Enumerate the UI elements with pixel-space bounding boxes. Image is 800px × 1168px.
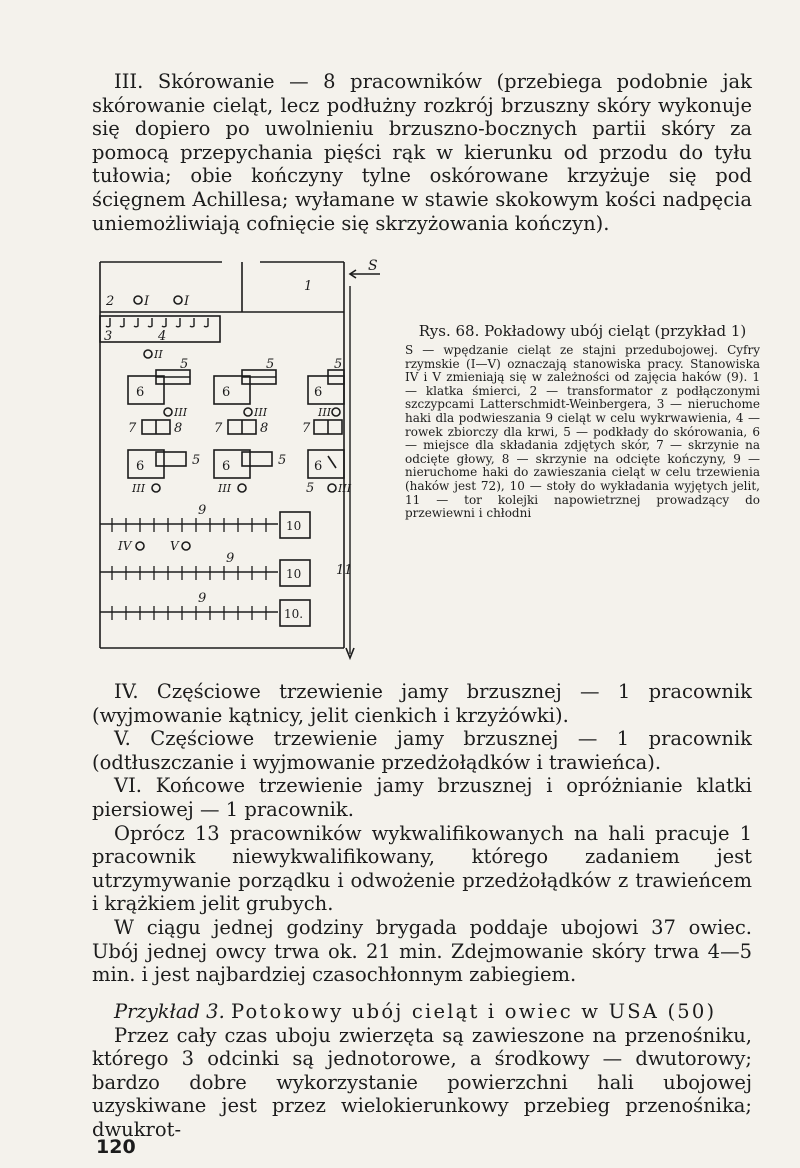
label-6-e: 6 bbox=[222, 459, 231, 474]
label-9-a: 9 bbox=[198, 503, 207, 518]
label-8-b: 8 bbox=[260, 421, 269, 436]
label-4: 4 bbox=[158, 329, 167, 344]
label-roman-IV: IV bbox=[118, 539, 132, 553]
paragraph-iv: IV. Częściowe trzewienie jamy brzusznej — 1 pracownik (wyjmowanie kątnicy, jelit cienkich i krzyżówki). bbox=[92, 680, 752, 727]
label-roman-V: V bbox=[170, 539, 179, 553]
caption-body: S — wpędzanie cieląt ze stajni przedubojowej. Cyfry rzymskie (I—V) oznaczają stanowiska pracy. Stanowiska IV i V zmieniają się w zależności od zajęcia haków (9). 1 — klatka śmierci, 2 — transformator z podłączonymi szczypcami Latterschmidt-Weinbergera, 3 — nieruchome haki dla podwieszania 9 cieląt w celu wykrwawienia, 4 — rowek zbiorczy dla krwi, 5 — podkłady do skórowania, 6 — miejsce dla składania zdjętych skór, 7 — skrzynie na odcięte głowy, 8 — skrzynie na odcięte kończyny, 9 — nieruchome haki do zawieszania cieląt w celu trzewienia (haków jest 72), 10 — stoły do wykładania wyjętych jelit, 11 — tor kolejki napowietrznej prowadzący do przewiewni i chłodni bbox=[405, 343, 760, 521]
label-6-b: 6 bbox=[222, 385, 231, 400]
label-5-a: 5 bbox=[180, 357, 189, 372]
slaughter-floor-diagram bbox=[82, 256, 382, 676]
label-roman-II: II bbox=[154, 348, 163, 361]
label-10-c: 10. bbox=[284, 607, 304, 621]
example-text: Przez cały czas uboju zwierzęta są zawieszone na przenośniku, którego 3 odcinki są jednotorowe, a środkowy — dwutorowy; bardzo dobre wykorzystanie powierzchni hali ubojowej uzyskiwane jest przez wielokierunkowy przebieg przenośnika; dwukrot- bbox=[92, 1023, 752, 1141]
label-11: 11 bbox=[336, 563, 353, 578]
label-10-a: 10 bbox=[286, 519, 302, 533]
label-7-b: 7 bbox=[214, 421, 223, 436]
page-number: 120 bbox=[96, 1136, 136, 1158]
example-label: Przykład 3. bbox=[114, 1000, 225, 1023]
label-10-b: 10 bbox=[286, 567, 302, 581]
figure-caption bbox=[405, 322, 760, 521]
label-1: 1 bbox=[304, 279, 313, 294]
paragraph-skorowanie bbox=[92, 70, 752, 235]
label-5-e: 5 bbox=[278, 453, 287, 468]
paragraph-vi: VI. Końcowe trzewienie jamy brzusznej i opróżnianie klatki piersiowej — 1 pracownik. bbox=[92, 774, 752, 821]
label-5-c: 5 bbox=[334, 357, 343, 372]
label-roman-III-b: III bbox=[254, 406, 268, 419]
label-roman-III-c: III bbox=[318, 406, 332, 419]
label-3: 3 bbox=[104, 329, 113, 344]
label-roman-I-a: I bbox=[144, 294, 150, 309]
paragraph-v: V. Częściowe trzewienie jamy brzusznej — 1 pracownik (odtłuszczanie i wyjmowanie przedżołądków i trawieńca). bbox=[92, 727, 752, 774]
label-roman-III-a: III bbox=[174, 406, 188, 419]
label-roman-I-b: I bbox=[184, 294, 190, 309]
label-6-f: 6 bbox=[314, 459, 323, 474]
label-6-a: 6 bbox=[136, 385, 145, 400]
paragraphs-bottom bbox=[92, 680, 752, 987]
label-5-f: 5 bbox=[306, 481, 315, 496]
label-roman-III-e: III bbox=[218, 482, 232, 495]
label-5-b: 5 bbox=[266, 357, 275, 372]
paragraph-text: III. Skórowanie — 8 pracowników (przebiega podobnie jak skórowanie cieląt, lecz podłużny rozkrój brzuszny skóry wykonuje się dopiero po uwolnieniu brzuszno-bocznych partii skóry za pomocą przepychania pięści rąk w kierunku od przodu do tyłu tułowia; obie kończyny tylne oskórowane krzyżuje się pod ścięgnem Achillesa; wyłamane w stawie skokowym kości nadpęcia uniemożliwiają cofnięcie się skrzyżowania kończyn). bbox=[92, 70, 752, 235]
paragraph-workers: Oprócz 13 pracowników wykwalifikowanych na hali pracuje 1 pracownik niewykwalifikowany, którego zadaniem jest utrzymywanie porządku i odwożenie przedżołądków z trawieńcem i krążkiem jelit grubych. bbox=[92, 821, 752, 916]
example-3 bbox=[92, 1000, 752, 1142]
label-7-c: 7 bbox=[302, 421, 311, 436]
label-2: 2 bbox=[106, 294, 115, 309]
paragraph-timing: W ciągu jednej godziny brygada poddaje ubojowi 37 owiec. Ubój jednej owcy trwa ok. 21 min. Zdejmowanie skóry trwa 4—5 min. i jest najbardziej czasochłonnym zabiegiem. bbox=[92, 915, 752, 987]
label-5-d: 5 bbox=[192, 453, 201, 468]
label-roman-III-f: III bbox=[338, 482, 352, 495]
label-9-b: 9 bbox=[226, 551, 235, 566]
label-8-a: 8 bbox=[174, 421, 183, 436]
caption-title: Rys. 68. Pokładowy ubój cieląt (przykład 1) bbox=[418, 322, 747, 340]
label-7-a: 7 bbox=[128, 421, 137, 436]
label-6-d: 6 bbox=[136, 459, 145, 474]
label-6-c: 6 bbox=[314, 385, 323, 400]
example-title: Potokowy ubój cieląt i owiec w USA (50) bbox=[231, 1000, 717, 1023]
label-9-c: 9 bbox=[198, 591, 207, 606]
label-roman-III-d: III bbox=[132, 482, 146, 495]
label-S: S bbox=[368, 258, 378, 274]
